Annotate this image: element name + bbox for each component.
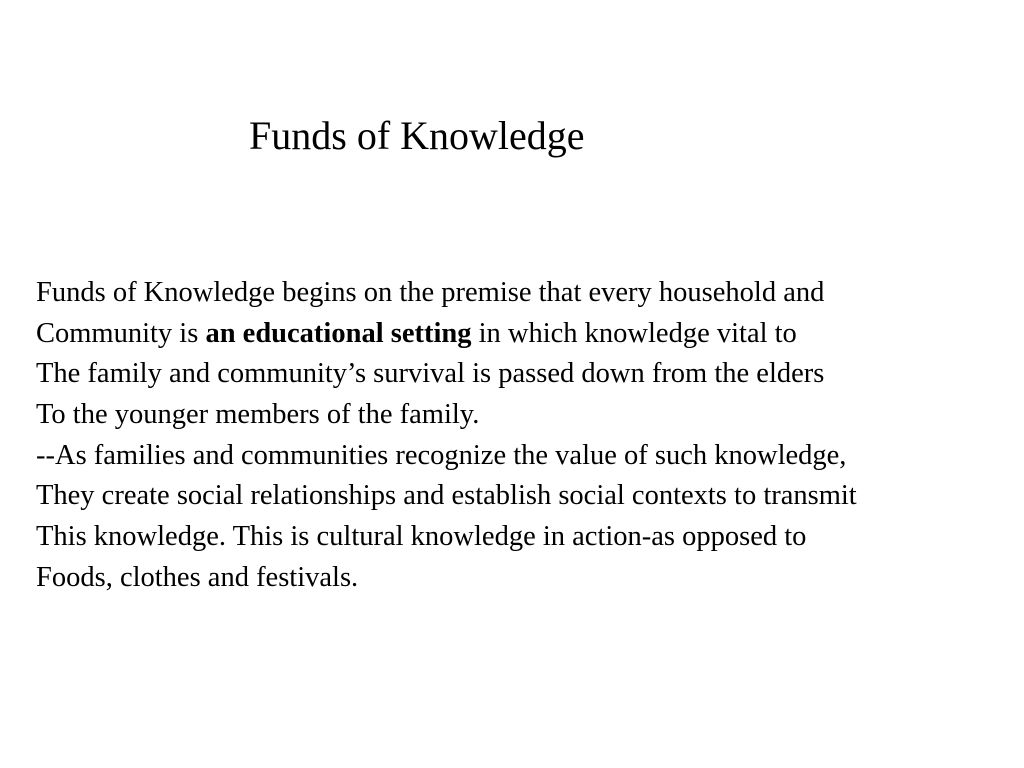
body-line-6: They create social relationships and establish social contexts to transmit [36,480,857,512]
slide-title: Funds of Knowledge [249,113,585,158]
body-line-5: --As families and communities recognize the value of such knowledge, [36,439,847,471]
body-line-2-suffix: in which knowledge vital to [471,317,797,349]
body-line-4: To the younger members of the family. [36,399,480,431]
body-line-3: The family and community’s survival is passed down from the elders [36,358,825,390]
body-line-2-prefix: Community is [36,317,206,349]
body-line-8: Foods, clothes and festivals. [36,561,359,593]
body-line-7: This knowledge. This is cultural knowledge in action-as opposed to [36,521,807,553]
emphasis-phrase: an educational setting [205,317,472,349]
body-line-2 [36,314,1021,355]
body-line-1: Funds of Knowledge begins on the premise that every household and [36,277,825,308]
slide-body [36,273,1021,599]
